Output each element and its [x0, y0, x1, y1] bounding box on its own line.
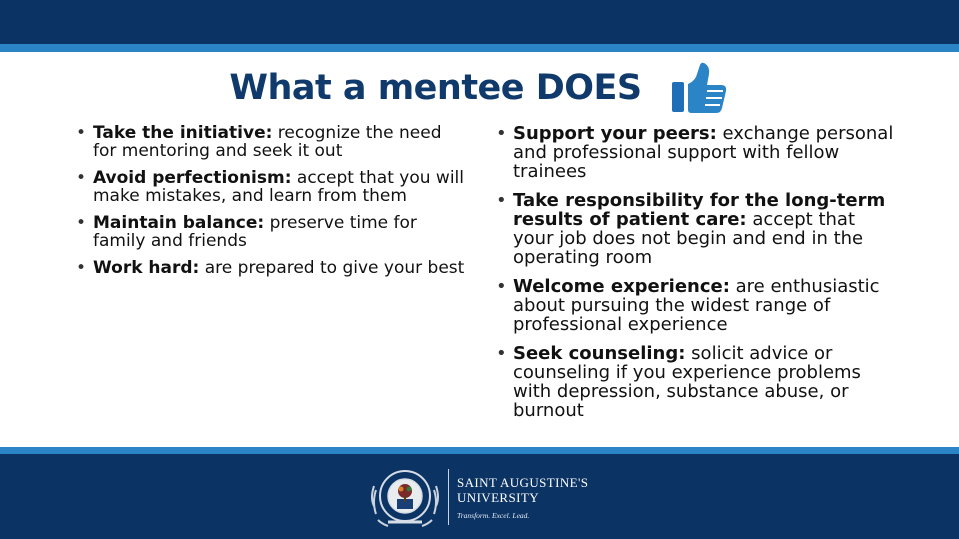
title-row [0, 56, 959, 120]
thumbs-up-icon [670, 60, 730, 116]
right-bullet-list [496, 124, 896, 420]
university-name-line1: SAINT AUGUSTINE'S [457, 474, 589, 490]
right-column [496, 124, 896, 430]
university-name-line2: UNIVERSITY [457, 489, 539, 505]
university-seal-icon [368, 462, 442, 532]
list-item: • Support your peers: exchange personal and professional support with fellow trainees [496, 124, 896, 181]
list-item: • Maintain balance: preserve time for family and friends [76, 214, 468, 250]
left-column [76, 124, 468, 286]
slide-title: What a mentee DOES [229, 68, 642, 108]
university-logo [368, 462, 588, 532]
header-stripe [0, 44, 959, 52]
list-item: • Take responsibility for the long-term results of patient care: accept that your job does not begin and end in the operating room [496, 191, 896, 267]
footer-stripe [0, 447, 959, 454]
list-item: • Work hard: are prepared to give your best [76, 259, 468, 277]
university-wordmark [457, 475, 588, 520]
list-item: • Avoid perfectionism: accept that you will make mistakes, and learn from them [76, 169, 468, 205]
left-bullet-list [76, 124, 468, 277]
header-band [0, 0, 959, 44]
list-item: • Welcome experience: are enthusiastic about pursuing the widest range of professional experience [496, 277, 896, 334]
logo-divider [448, 469, 449, 525]
list-item: • Seek counseling: solicit advice or counseling if you experience problems with depression, substance abuse, or burnout [496, 344, 896, 420]
list-item: • Take the initiative: recognize the need for mentoring and seek it out [76, 124, 468, 160]
university-tagline: Transform. Excel. Lead. [457, 510, 530, 520]
